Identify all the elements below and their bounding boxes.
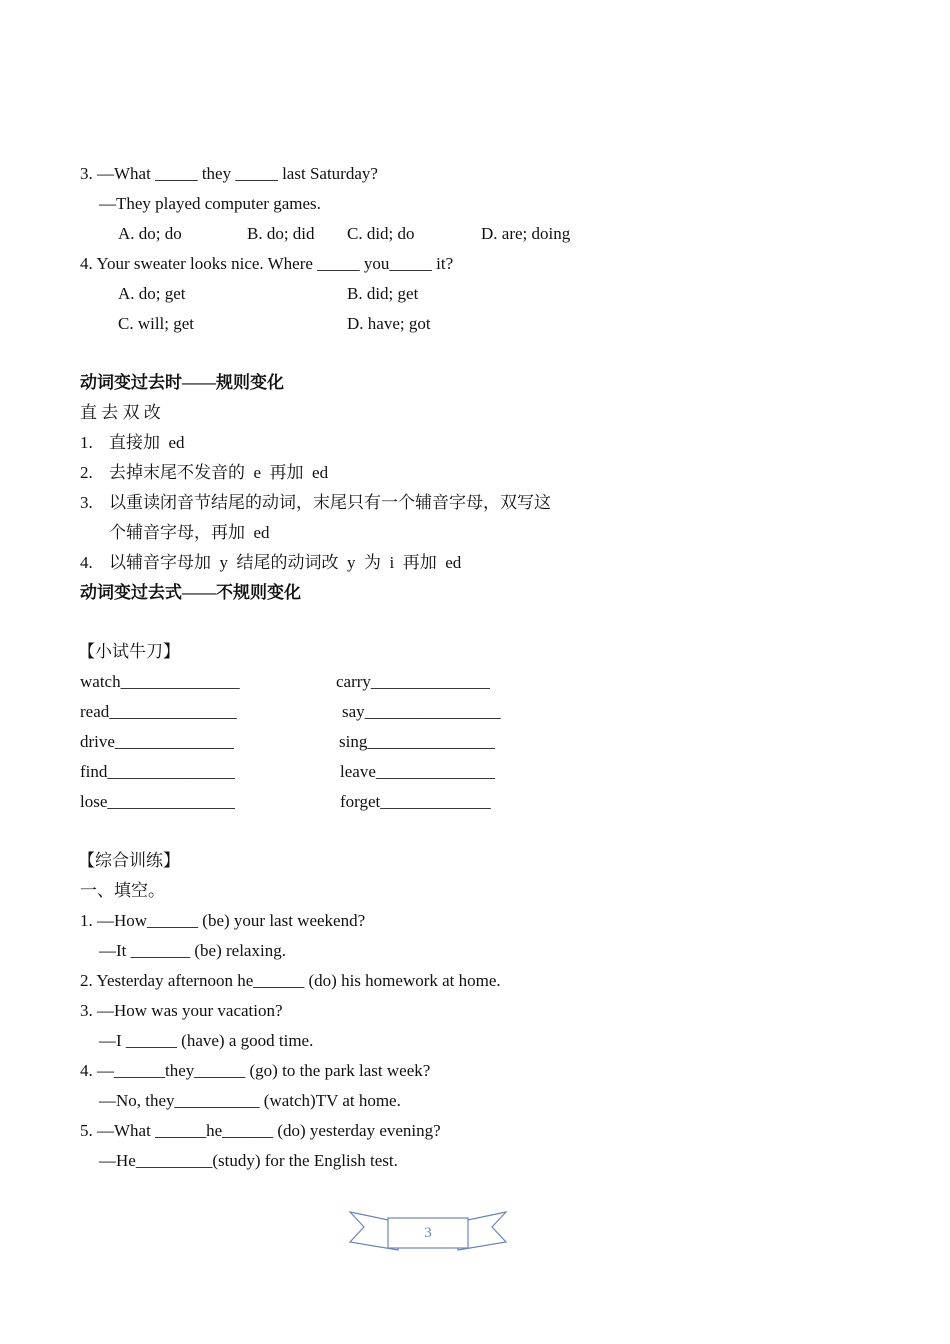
exercise-line: —It _______ (be) relaxing. — [99, 941, 286, 960]
exercise-line: 3. —How was your vacation? — [80, 1001, 283, 1020]
rule-text: 去掉末尾不发音的 e 再加 ed — [109, 463, 329, 482]
rule-number: 1. — [80, 433, 93, 452]
exercise-line: 2. Yesterday afternoon he______ (do) his homework at home. — [80, 971, 501, 990]
rule-item-3-cont — [80, 522, 270, 544]
rule-text: 以重读闭音节结尾的动词，末尾只有一个辅音字母，双写这 — [109, 493, 551, 512]
practice-word-right: sing_______________ — [339, 732, 495, 751]
rule-item-2 — [80, 462, 328, 484]
practice-word-right: leave______________ — [340, 762, 495, 781]
rule-text: 直接加 ed — [109, 433, 185, 452]
exercise-line: —No, they__________ (watch)TV at home. — [99, 1091, 401, 1110]
q3-option-a: A. do; do — [118, 224, 182, 243]
practice-word-left: read_______________ — [80, 702, 237, 721]
exercise-line: —He_________(study) for the English test. — [99, 1151, 398, 1170]
practice-word-right: say________________ — [342, 702, 501, 721]
q3-option-d: D. are; doing — [481, 224, 571, 243]
rule-item-4 — [80, 552, 461, 574]
mnemonic: 直 去 双 改 — [80, 403, 161, 422]
question-4: 4. Your sweater looks nice. Where _____ you_____ it? — [80, 254, 454, 273]
practice-word-left: lose_______________ — [80, 792, 235, 811]
q3-option-b: B. do; did — [247, 224, 315, 243]
rule-item-3 — [80, 492, 551, 514]
section-fill-blank: 一、填空。 — [80, 881, 165, 900]
practice-word-right: carry______________ — [336, 672, 490, 691]
rule-item-1 — [80, 432, 185, 454]
exercise-line: 4. —______they______ (go) to the park last week? — [80, 1061, 431, 1080]
exercise-line: —I ______ (have) a good time. — [99, 1031, 314, 1050]
training-title: 【综合训练】 — [78, 851, 180, 870]
practice-word-left: drive______________ — [80, 732, 234, 751]
heading-regular-past: 动词变过去时——规则变化 — [80, 373, 284, 392]
practice-word-left: watch______________ — [80, 672, 240, 691]
q3-option-c: C. did; do — [347, 224, 415, 243]
rule-number: 3. — [80, 493, 93, 512]
rule-number: 4. — [80, 553, 93, 572]
exercise-line: 1. —How______ (be) your last weekend? — [80, 911, 366, 930]
q4-option-d: D. have; got — [347, 314, 431, 333]
practice-word-right: forget_____________ — [340, 792, 491, 811]
question-3: 3. —What _____ they _____ last Saturday? — [80, 164, 378, 183]
practice-title: 【小试牛刀】 — [78, 642, 180, 661]
rule-text: 个辅音字母，再加 ed — [109, 523, 270, 542]
q4-option-b: B. did; get — [347, 284, 419, 303]
exercise-line: 5. —What ______he______ (do) yesterday evening? — [80, 1121, 441, 1140]
rule-number: 2. — [80, 463, 93, 482]
q4-option-c: C. will; get — [118, 314, 195, 333]
practice-word-left: find_______________ — [80, 762, 235, 781]
rule-text: 以辅音字母加 y 结尾的动词改 y 为 i 再加 ed — [109, 553, 462, 572]
page-number: 3 — [424, 1225, 432, 1241]
heading-irregular-past: 动词变过去式——不规则变化 — [80, 583, 301, 602]
q4-option-a: A. do; get — [118, 284, 186, 303]
question-3-answer: —They played computer games. — [99, 194, 321, 213]
